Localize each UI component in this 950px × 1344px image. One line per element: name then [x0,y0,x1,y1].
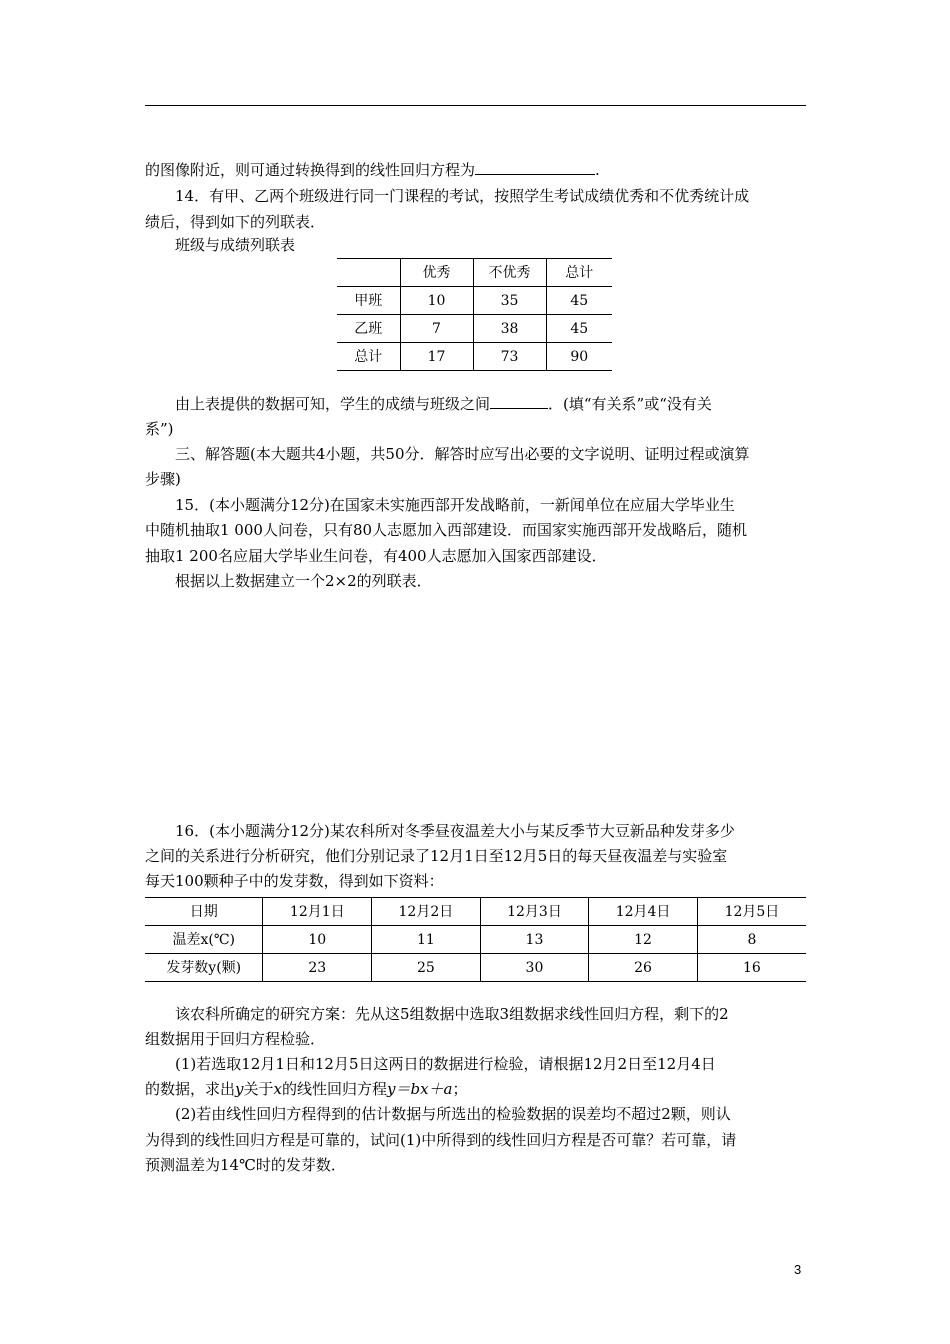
part1-text: 关于 [243,1080,274,1098]
table-cell: 16 [697,954,806,982]
q14-line-4: 系”) [145,420,174,438]
table-cell: 发芽数y(颗) [145,954,263,982]
q13-text: 的图像附近，则可通过转换得到的线性回归方程为 [145,161,476,179]
var-y: y [235,1080,244,1098]
q15-line-2: 中随机抽取1 000人问卷，只有80人志愿加入西部建设．而国家实施西部开发战略后，随机 [145,521,748,539]
table-cell: 7 [400,315,473,343]
contingency-table [337,258,612,371]
q14-text: 由上表提供的数据可知，学生的成绩与班级之间 [175,395,491,413]
table-cell: 总计 [337,343,400,371]
table-cell: 10 [263,926,372,954]
table-cell: 12 [589,926,698,954]
part1-line-1: (1)若选取12月1日和12月5日这两日的数据进行检验，请根据12月2日至12月4日 [175,1055,716,1073]
table-cell [337,259,400,287]
table-cell: 12月5日 [697,898,806,926]
part2-line-3: 预测温差为14℃时的发芽数． [145,1156,346,1174]
q16-line-2: 之间的关系进行分析研究，他们分别记录了12月1日至12月5日的每天昼夜温差与实验室 [145,847,728,865]
page-number: 3 [794,1262,802,1277]
part1-text: ； [452,1080,468,1098]
table-row [145,954,806,982]
part1-text: 的数据，求出 [145,1080,236,1098]
q15-line-4: 根据以上数据建立一个2×2的列联表． [175,572,432,590]
part1-line-2 [145,1079,468,1099]
table-cell: 总计 [546,259,612,287]
table-cell: 温差x(℃) [145,926,263,954]
table-header-row [337,259,612,287]
q15-line-3: 抽取1 200名应届大学毕业生问卷，有400人志愿加入国家西部建设． [145,547,607,565]
table-cell: 30 [480,954,589,982]
table-cell: 日期 [189,903,218,920]
table-cell: 甲班 [337,287,400,315]
table-cell: 17 [400,343,473,371]
table1-caption: 班级与成绩列联表 [175,236,296,254]
table-cell: 11 [372,926,481,954]
q16-plan-2: 组数据用于回归方程检验． [145,1030,326,1048]
data-table [145,897,806,982]
table-cell: 45 [546,287,612,315]
q14-text-2: ．(填“有关系”或“没有关 [548,395,712,413]
part1-text: 的线性回归方程 [281,1080,387,1098]
table-cell: 38 [473,315,546,343]
table-cell: 90 [546,343,612,371]
q13-tail [145,160,600,180]
var-x: x [273,1080,282,1098]
section3-heading: 三、解答题(本大题共4小题，共50分．解答时应写出必要的文字说明、证明过程或演算 [175,445,750,463]
regression-equation: y＝bx＋a [387,1080,453,1098]
table-cell: 12月4日 [589,898,698,926]
table-cell: 13 [480,926,589,954]
q14-line-1: 14．有甲、乙两个班级进行同一门课程的考试，按照学生考试成绩优秀和不优秀统计成 [175,187,750,205]
section3-heading-2: 步骤) [145,470,181,488]
table-cell: 12月3日 [480,898,589,926]
q16-line-3: 每天100颗种子中的发芽数，得到如下资料： [145,872,444,890]
q15-line-1: 15．(本小题满分12分)在国家未实施西部开发战略前，一新闻单位在应届大学毕业生 [175,496,735,514]
table-cell: 不优秀 [473,259,546,287]
table-cell: 乙班 [337,315,400,343]
answer-blank-13[interactable] [475,160,595,175]
q16-line-1: 16．(本小题满分12分)某农科所对冬季昼夜温差大小与某反季节大豆新品种发芽多少 [175,822,735,840]
q16-plan-1: 该农科所确定的研究方案：先从这5组数据中选取3组数据求线性回归方程，剩下的2 [175,1005,729,1023]
table-cell: 12月1日 [263,898,372,926]
table-cell: 26 [589,954,698,982]
table-cell: 优秀 [400,259,473,287]
table-row [337,343,612,371]
q14-question [175,394,712,414]
table-cell: 8 [697,926,806,954]
table-cell: 45 [546,315,612,343]
table-row [145,926,806,954]
table-header-row [145,898,806,926]
table-cell: 10 [400,287,473,315]
part2-line-2: 为得到的线性回归方程是可靠的，试问(1)中所得到的线性回归方程是否可靠？若可靠，请 [145,1131,737,1149]
answer-blank-14[interactable] [490,394,548,409]
part2-line-1: (2)若由线性回归方程得到的估计数据与所选出的检验数据的误差均不超过2颗，则认 [175,1105,731,1123]
table-cell: 12月2日 [372,898,481,926]
table-row [337,287,612,315]
table-cell: 23 [263,954,372,982]
table-cell: 25 [372,954,481,982]
table-row [337,315,612,343]
q14-line-2: 绩后，得到如下的列联表． [145,213,326,231]
table-cell: 35 [473,287,546,315]
header-rule [145,105,806,106]
table-cell: 73 [473,343,546,371]
q13-period: . [595,161,600,179]
